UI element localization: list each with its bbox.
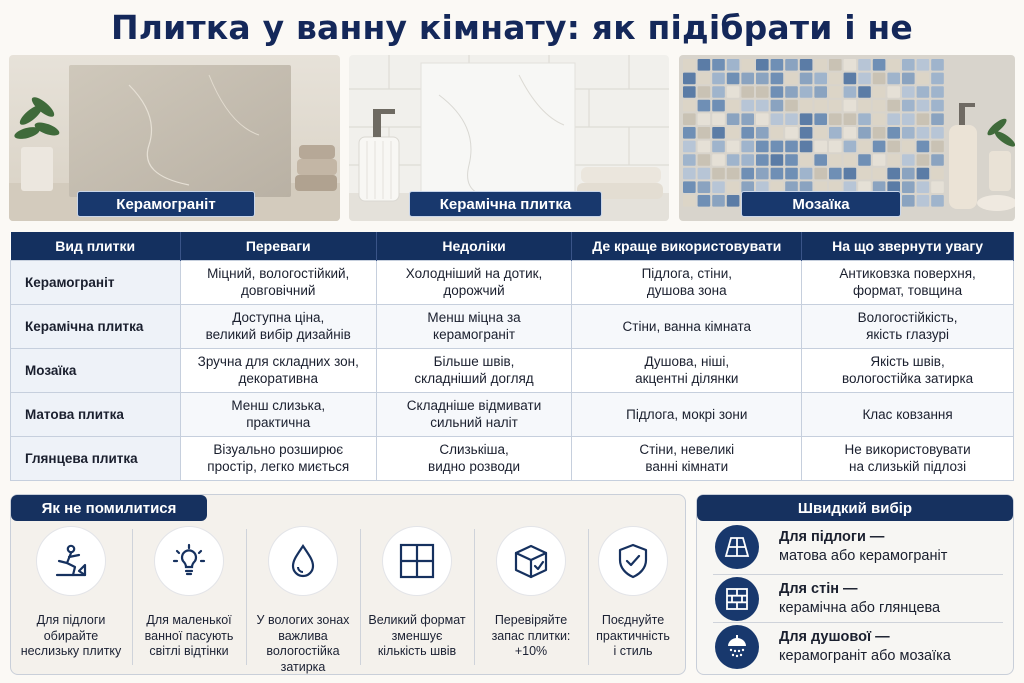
shield-check-icon <box>599 527 667 595</box>
photo-mosaic <box>679 55 1015 221</box>
table-row <box>11 260 1014 304</box>
pros-cell: Доступна ціна, великий вибір дизайнів <box>180 304 376 348</box>
column-header: Де краще використовувати <box>572 232 802 260</box>
caption-mosaic: Мозаїка <box>741 191 901 217</box>
wall-icon <box>715 577 759 621</box>
water-drop-icon <box>269 527 337 595</box>
mistakes-panel <box>10 494 686 675</box>
pros-cell: Візуально розширює простір, легко миється <box>180 436 376 480</box>
shower-icon <box>715 625 759 669</box>
attention-cell: Не використовувати на слизькій підлозі <box>802 436 1014 480</box>
pros-cell: Міцний, вологостійкий, довговічний <box>180 260 376 304</box>
pros-cell: Зручна для складних зон, декоративна <box>180 348 376 392</box>
where-cell: Підлога, мокрі зони <box>572 392 802 436</box>
column-header: Недоліки <box>376 232 572 260</box>
column-header: На що звернути увагу <box>802 232 1014 260</box>
tile-type-cell: Мозаїка <box>11 348 181 392</box>
cons-cell: Більше швів, складніший догляд <box>376 348 572 392</box>
cons-cell: Складніше відмивати сильний наліт <box>376 392 572 436</box>
attention-cell: Антиковзка поверхня, формат, товщина <box>802 260 1014 304</box>
tile-type-cell: Керамограніт <box>11 260 181 304</box>
cons-cell: Менш міцна за керамограніт <box>376 304 572 348</box>
table-row <box>11 348 1014 392</box>
column-header: Переваги <box>180 232 376 260</box>
where-cell: Стіни, невеликі ванні кімнати <box>572 436 802 480</box>
table-row <box>11 436 1014 480</box>
table-header-row <box>11 232 1014 260</box>
tip-card: Для підлоги обирайте неслизьку плитку <box>15 525 127 670</box>
quick-item-shower: Для душової — керамограніт або мозаїка <box>705 623 1007 671</box>
tip-card: Для маленької ванної пасують світлі відтінки <box>133 525 245 670</box>
caption-ceramic: Керамічна плитка <box>409 191 602 217</box>
cons-cell: Слизькіша, видно розводи <box>376 436 572 480</box>
caption-porcelain: Керамограніт <box>77 191 255 217</box>
photo-ceramic <box>349 55 669 221</box>
quick-item-walls: Для стін — керамічна або глянцева <box>705 575 1007 623</box>
tip-card: Великий формат зменшує кількість швів <box>361 525 473 670</box>
photo-porcelain <box>9 55 340 221</box>
tip-card: Поєднуйте практичність і стиль <box>577 525 689 670</box>
quick-item-floor: Для підлоги — матова або керамограніт <box>705 523 1007 571</box>
comparison-table <box>10 232 1014 481</box>
cons-cell: Холодніший на дотик, дорожчий <box>376 260 572 304</box>
box-check-icon <box>497 527 565 595</box>
tile-type-cell: Глянцева плитка <box>11 436 181 480</box>
tile-type-cell: Керамічна плитка <box>11 304 181 348</box>
quick-choice-panel <box>696 494 1014 675</box>
page-title: Плитка у ванну кімнату: як підібрати і не <box>110 8 914 47</box>
attention-cell: Вологостійкість, якість глазурі <box>802 304 1014 348</box>
table-row <box>11 304 1014 348</box>
mistakes-heading: Як не помилитися <box>11 495 207 521</box>
lightbulb-icon <box>155 527 223 595</box>
attention-cell: Якість швів, вологостійка затирка <box>802 348 1014 392</box>
column-header: Вид плитки <box>11 232 181 260</box>
where-cell: Душова, ніші, акцентні ділянки <box>572 348 802 392</box>
floor-icon <box>715 525 759 569</box>
tile-type-cell: Матова плитка <box>11 392 181 436</box>
slip-warning-icon <box>37 527 105 595</box>
quick-choice-heading: Швидкий вибір <box>697 495 1013 521</box>
tile-grid-icon <box>383 527 451 595</box>
where-cell: Стіни, ванна кімната <box>572 304 802 348</box>
attention-cell: Клас ковзання <box>802 392 1014 436</box>
where-cell: Підлога, стіни, душова зона <box>572 260 802 304</box>
tip-card: Перевіряйте запас плитки: +10% <box>475 525 587 670</box>
tip-card: У вологих зонах важлива вологостійка затирка <box>247 525 359 670</box>
pros-cell: Менш слизька, практична <box>180 392 376 436</box>
table-row <box>11 392 1014 436</box>
